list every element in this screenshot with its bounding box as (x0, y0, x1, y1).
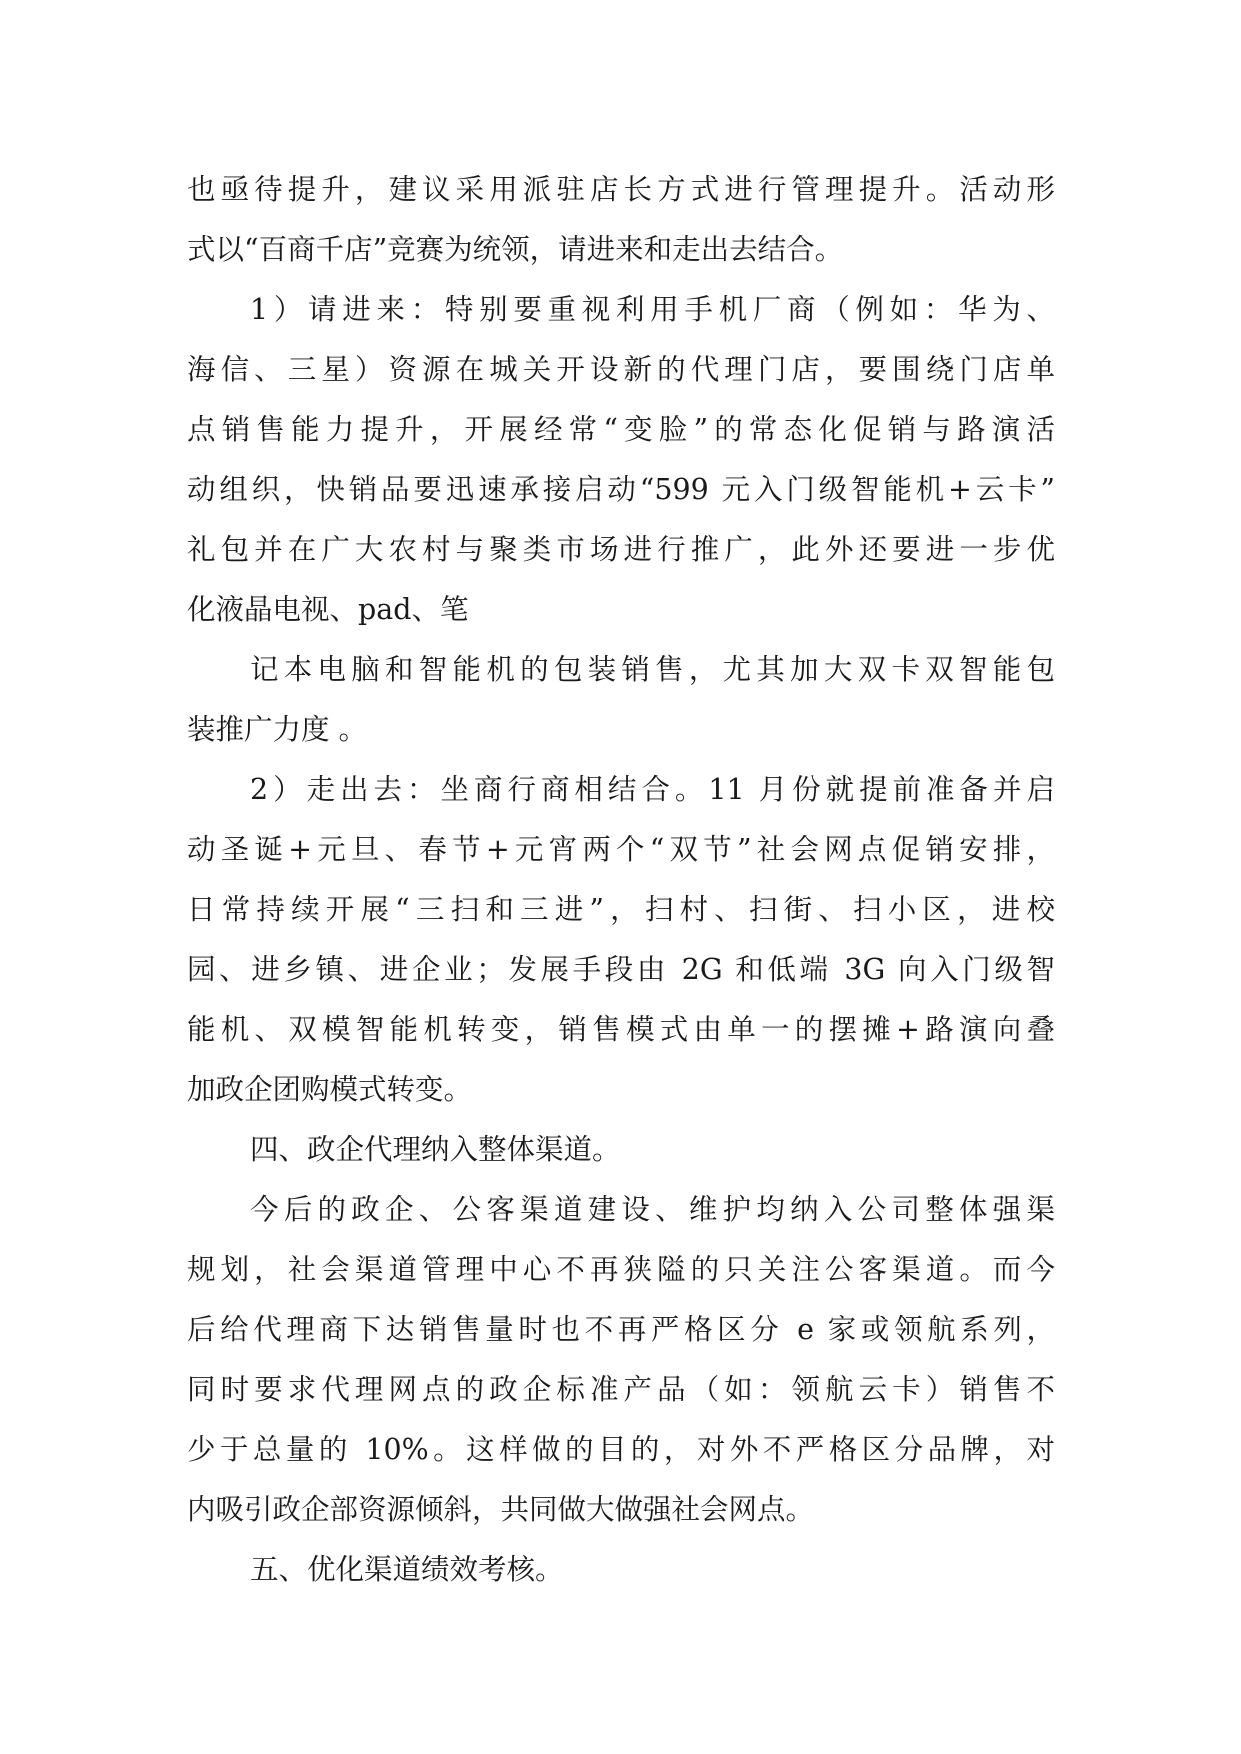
text-line: 礼包并在广大农村与聚类市场进行推广，此外还要进一步优 (187, 533, 1055, 566)
text-line: 后给代理商下达销售量时也不再严格区分 e 家或领航系列， (187, 1313, 1055, 1346)
section-heading: 四、政企代理纳入整体渠道。 (250, 1133, 621, 1166)
text-line: 少于总量的 10%。这样做的目的，对外不严格区分品牌，对 (187, 1433, 1055, 1466)
text-line: 同时要求代理网点的政企标准产品（如：领航云卡）销售不 (187, 1373, 1055, 1406)
text-line: 点销售能力提升，开展经常“变脸”的常态化促销与路演活 (187, 413, 1055, 446)
text-line: 动组织，快销品要迅速承接启动“599 元入门级智能机+云卡” (187, 473, 1055, 506)
paragraph-line: 1）请进来：特别要重视利用手机厂商（例如：华为、 (250, 293, 1055, 326)
text-line: 能机、双模智能机转变，销售模式由单一的摆摊+路演向叠 (187, 1013, 1055, 1046)
text-line: 装推广力度 。 (187, 713, 368, 746)
paragraph-line: 今后的政企、公客渠道建设、维护均纳入公司整体强渠 (250, 1193, 1055, 1226)
text-line: 园、进乡镇、进企业；发展手段由 2G 和低端 3G 向入门级智 (187, 953, 1055, 986)
text-line: 也亟待提升，建议采用派驻店长方式进行管理提升。活动形 (187, 173, 1055, 206)
text-line: 内吸引政企部资源倾斜，共同做大做强社会网点。 (187, 1493, 815, 1526)
text-line: 海信、三星）资源在城关开设新的代理门店，要围绕门店单 (187, 353, 1055, 386)
text-line: 日常持续开展“三扫和三进”，扫村、扫街、扫小区，进校 (187, 893, 1055, 926)
text-line: 化液晶电视、pad、笔 (187, 593, 469, 626)
text-line: 加政企团购模式转变。 (187, 1073, 473, 1106)
paragraph-line: 2）走出去：坐商行商相结合。11 月份就提前准备并启 (250, 773, 1055, 806)
text-line: 动圣诞+元旦、春节+元宵两个“双节”社会网点促销安排， (187, 833, 1055, 866)
document-body (187, 160, 1055, 1600)
section-heading: 五、优化渠道绩效考核。 (250, 1553, 564, 1586)
text-line: 规划，社会渠道管理中心不再狭隘的只关注公客渠道。而今 (187, 1253, 1055, 1286)
paragraph-line: 记本电脑和智能机的包装销售，尤其加大双卡双智能包 (250, 653, 1055, 686)
text-line: 式以“百商千店”竞赛为统领，请进来和走出去结合。 (187, 233, 844, 266)
